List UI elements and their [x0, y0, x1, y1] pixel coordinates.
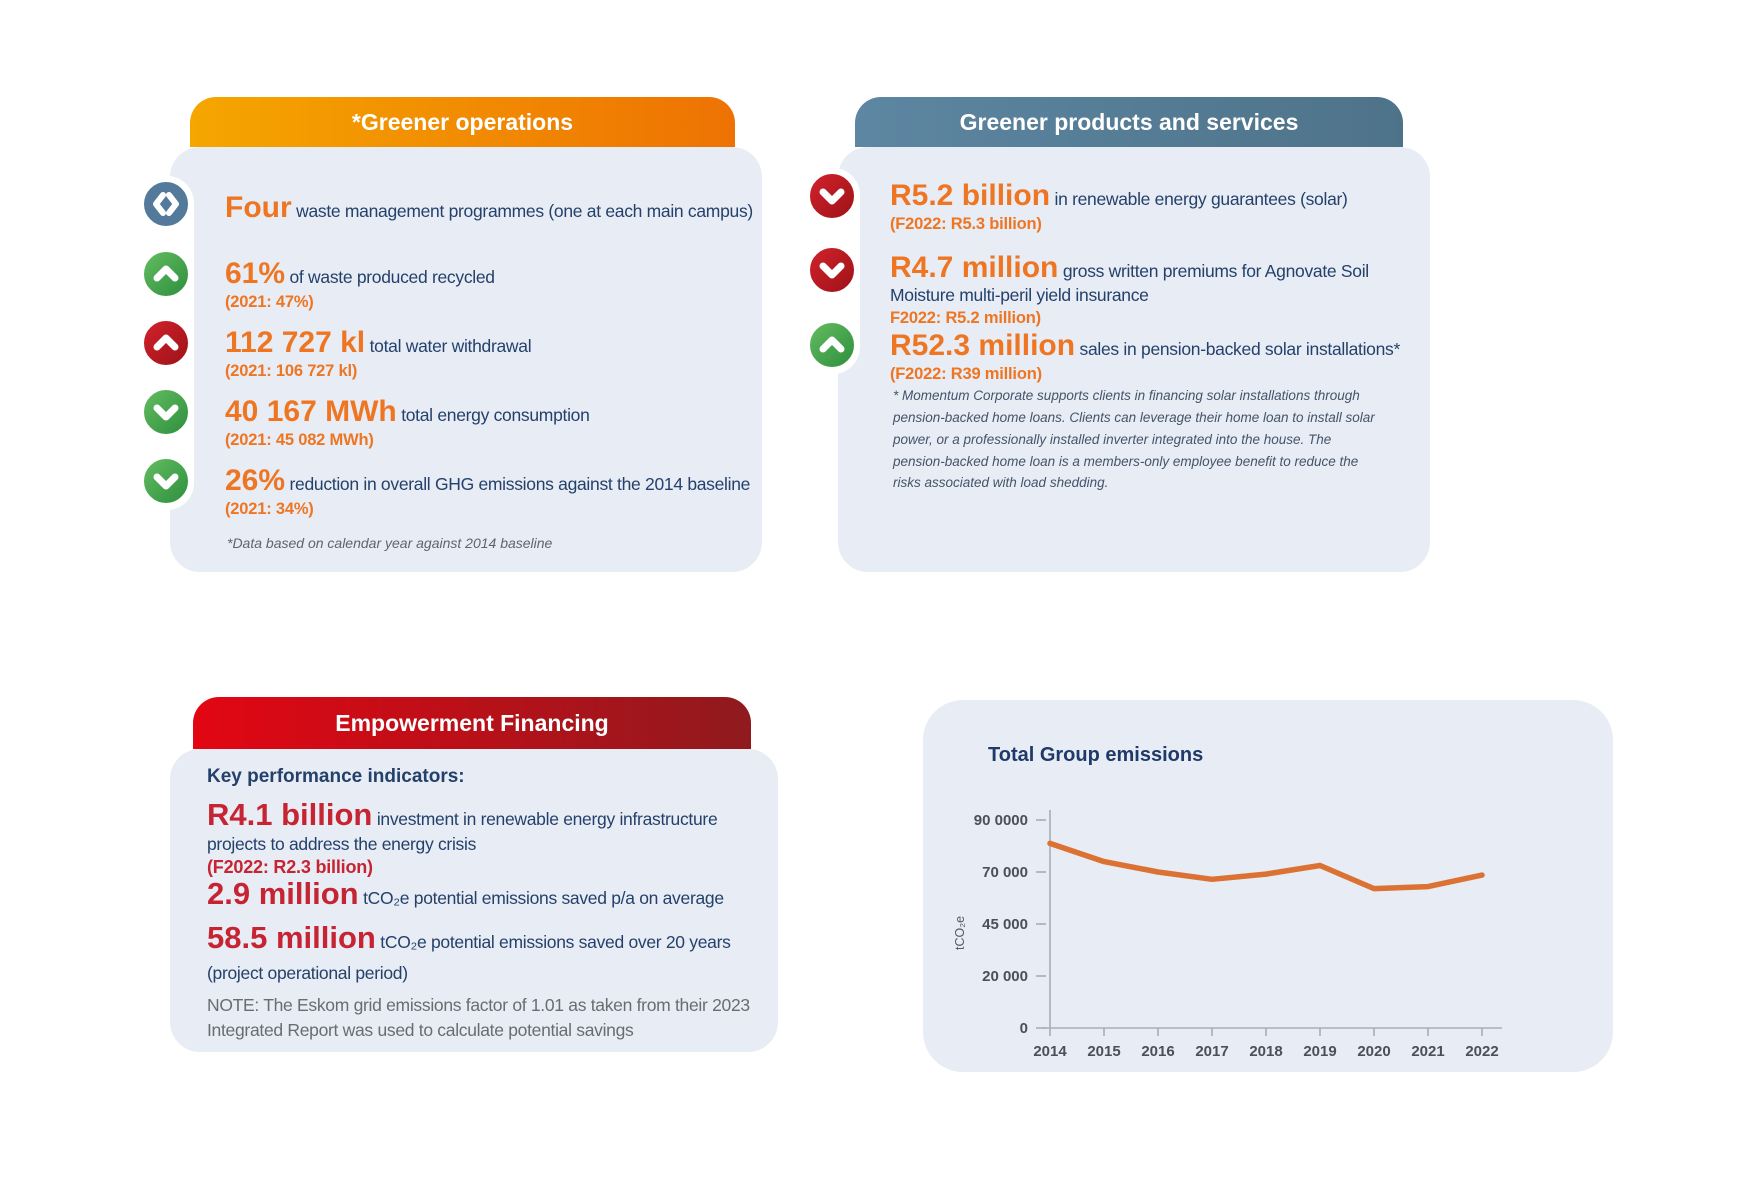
stat-description: of waste produced recycled — [289, 267, 495, 287]
stat-comparison: (2021: 47%) — [225, 293, 314, 312]
arrows-left-right-icon — [139, 177, 193, 231]
products-footnote: * Momentum Corporate supports clients in financing solar installations through pension-backed home loans. Clients can leverage their home loan to install solar power, or a professionally installed inverter integrated into the house. The pension-backed home loan is a members-only employee benefit to reduce the risks associated with load shedding. — [893, 388, 1375, 491]
stat-description: sales in pension-backed solar installations* — [1079, 339, 1400, 359]
chevron-up-icon — [139, 247, 193, 301]
empowerment-header — [193, 697, 751, 749]
svg-text:90 0000: 90 0000 — [973, 812, 1028, 829]
stat-comparison: F2022: R5.2 million) — [890, 309, 1041, 328]
chevron-down-icon — [805, 169, 859, 223]
y-axis-label: tCO₂e — [953, 915, 967, 950]
chevron-down-icon — [805, 243, 859, 297]
stat-description: tCO₂e potential emissions saved p/a on average — [363, 888, 724, 908]
stat-value: R52.3 million — [890, 329, 1076, 362]
stat-comparison: (2021: 34%) — [225, 500, 314, 519]
svg-text:2020: 2020 — [1357, 1043, 1391, 1060]
greener-operations-title: *Greener operations — [351, 108, 574, 135]
stat-comparison: (2021: 106 727 kl) — [225, 362, 358, 381]
stat-description: in renewable energy guarantees (solar) — [1054, 189, 1348, 209]
stat-value: 40 167 MWh — [225, 395, 397, 428]
svg-text:2019: 2019 — [1303, 1043, 1337, 1060]
stat-row-waste-programmes — [225, 190, 760, 225]
stat-row-renewable-investment — [207, 797, 772, 879]
stat-row-emissions-saved-20y — [207, 920, 772, 983]
stat-row-water-withdrawal — [225, 325, 760, 382]
stat-row-solar-sales — [890, 328, 1438, 385]
stat-value: R4.1 billion — [207, 797, 373, 832]
stat-value: 112 727 kl — [225, 326, 366, 359]
stat-value: R4.7 million — [890, 251, 1059, 284]
stat-row-energy-consumption — [225, 394, 760, 451]
greener-products-title: Greener products and services — [959, 108, 1299, 135]
svg-text:20 000: 20 000 — [982, 968, 1028, 985]
svg-text:0: 0 — [1019, 1020, 1028, 1037]
greener-products-header — [855, 97, 1403, 147]
greener-operations-header — [190, 97, 735, 147]
chevron-up-icon — [805, 318, 859, 372]
stat-description: reduction in overall GHG emissions against the 2014 baseline — [289, 474, 751, 494]
stat-row-emissions-saved-pa — [207, 876, 772, 913]
empowerment-title: Empowerment Financing — [335, 709, 609, 736]
kpi-heading: Key performance indicators: — [207, 766, 465, 787]
chevron-down-icon — [139, 385, 193, 439]
stat-value: Four — [225, 191, 292, 224]
stat-comparison: (2021: 45 082 MWh) — [225, 431, 374, 450]
chevron-up-icon — [139, 316, 193, 370]
stat-description: tCO₂e potential emissions saved over 20 years — [380, 932, 731, 952]
stat-row-renewable-guarantees — [890, 178, 1430, 235]
stat-row-waste-recycled — [225, 256, 760, 313]
stat-value: 2.9 million — [207, 876, 359, 911]
chart-title: Total Group emissions — [988, 744, 1204, 766]
operations-footnote: *Data based on calendar year against 2014 baseline — [227, 535, 553, 551]
stat-value: R5.2 billion — [890, 179, 1051, 212]
svg-text:2021: 2021 — [1411, 1043, 1445, 1060]
stat-description: total water withdrawal — [369, 336, 532, 356]
stat-value: 26% — [225, 464, 286, 497]
emissions-chart — [940, 782, 1600, 1072]
eskom-note: NOTE: The Eskom grid emissions factor of 1.01 as taken from their 2023 Integrated Report was used to calculate potential savings — [207, 995, 750, 1040]
svg-text:2018: 2018 — [1249, 1043, 1283, 1060]
stat-description-line2: (project operational period) — [207, 962, 408, 983]
stat-value: 58.5 million — [207, 920, 376, 955]
svg-text:2017: 2017 — [1195, 1043, 1229, 1060]
stat-row-ghg-reduction — [225, 463, 760, 520]
svg-text:2016: 2016 — [1141, 1043, 1175, 1060]
svg-text:2022: 2022 — [1465, 1043, 1499, 1060]
stat-row-premiums — [890, 250, 1438, 329]
stat-comparison: (F2022: R39 million) — [890, 365, 1042, 384]
stat-description: investment in renewable energy infrastructure projects to address the energy crisis — [207, 809, 718, 854]
stat-value: 61% — [225, 257, 286, 290]
svg-text:2014: 2014 — [1033, 1043, 1067, 1060]
stat-comparison: (F2022: R2.3 billion) — [207, 857, 373, 878]
chevron-down-icon — [139, 454, 193, 508]
emissions-line — [1050, 843, 1482, 888]
svg-text:45 000: 45 000 — [982, 916, 1028, 933]
stat-comparison: (F2022: R5.3 billion) — [890, 215, 1042, 234]
svg-text:70 000: 70 000 — [982, 864, 1028, 881]
stat-description: waste management programmes (one at each main campus) — [296, 201, 753, 221]
stat-description: total energy consumption — [401, 405, 590, 425]
svg-text:2015: 2015 — [1087, 1043, 1121, 1060]
stat-description: gross written premiums for Agnovate Soil Moisture multi-peril yield insurance — [890, 261, 1369, 306]
